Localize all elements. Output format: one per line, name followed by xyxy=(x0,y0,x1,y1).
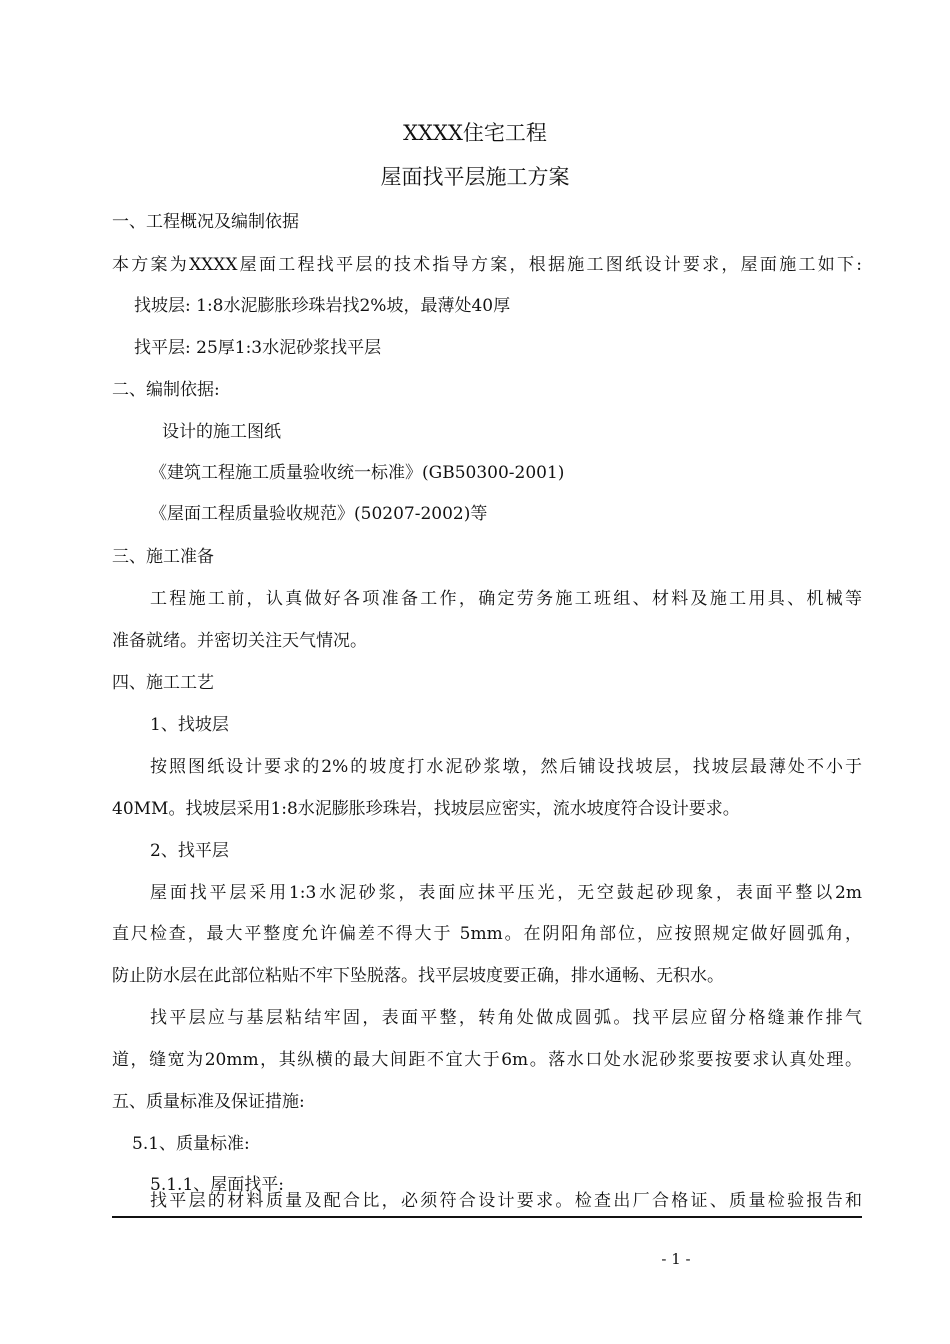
process-leveling-p2-line2: 道，缝宽为20mm，其纵横的最大间距不宜大于6m。落水口处水泥砂浆要按要求认真处理。 xyxy=(112,1050,862,1070)
section-heading-basis: 二、编制依据: xyxy=(112,380,220,400)
process-leveling-p2-line1: 找平层应与基层粘结牢固，表面平整，转角处做成圆弧。找平层应留分格缝兼作排气 xyxy=(150,1008,862,1028)
process-subheading-leveling: 2、找平层 xyxy=(150,841,229,861)
process-leveling-p1-line1: 屋面找平层采用1:3水泥砂浆，表面应抹平压光，无空鼓起砂现象，表面平整以2m xyxy=(150,883,862,903)
process-leveling-p1-line2: 直尺检查，最大平整度允许偏差不得大于 5mm。在阴阳角部位，应按照规定做好圆弧角， xyxy=(112,924,862,944)
document-title-plan: 屋面找平层施工方案 xyxy=(380,165,570,189)
preparation-paragraph-line1: 工程施工前，认真做好各项准备工作，确定劳务施工班组、材料及施工用具、机械等 xyxy=(150,589,862,609)
process-slope-line2: 40MM。找坡层采用1:8水泥膨胀珍珠岩，找坡层应密实，流水坡度符合设计要求。 xyxy=(112,799,740,819)
section-heading-preparation: 三、施工准备 xyxy=(112,547,214,567)
basis-item-standard-50207: 《屋面工程质量验收规范》(50207-2002)等 xyxy=(150,504,488,524)
preparation-paragraph-line2: 准备就绪。并密切关注天气情况。 xyxy=(112,631,367,651)
basis-item-standard-gb50300: 《建筑工程施工质量验收统一标准》(GB50300-2001) xyxy=(150,463,565,483)
section-heading-process: 四、施工工艺 xyxy=(112,673,214,693)
section-heading-overview: 一、工程概况及编制依据 xyxy=(112,212,299,232)
process-subheading-slope: 1、找坡层 xyxy=(150,715,229,735)
page-number: - 1 - xyxy=(661,1250,691,1268)
document-title-project: XXXX住宅工程 xyxy=(403,121,547,145)
quality-subheading-standards: 5.1、质量标准: xyxy=(132,1134,250,1154)
section-overview-intro: 本方案为XXXX屋面工程找平层的技术指导方案，根据施工图纸设计要求，屋面施工如下: xyxy=(112,255,862,275)
quality-roof-leveling-line1: 找平层的材料质量及配合比，必须符合设计要求。检查出厂合格证、质量检验报告和 xyxy=(150,1191,862,1211)
quality-subheading-roof-leveling: 5.1.1、屋面找平: xyxy=(150,1175,284,1195)
process-slope-line1: 按照图纸设计要求的2%的坡度打水泥砂浆墩，然后铺设找坡层，找坡层最薄处不小于 xyxy=(150,757,862,777)
leveling-layer-spec: 找平层: 25厚1:3水泥砂浆找平层 xyxy=(134,338,382,358)
process-leveling-p1-line3: 防止防水层在此部位粘贴不牢下坠脱落。找平层坡度要正确，排水通畅、无积水。 xyxy=(112,966,724,986)
section-heading-quality: 五、质量标准及保证措施: xyxy=(112,1092,305,1112)
basis-item-drawings: 设计的施工图纸 xyxy=(162,422,281,442)
slope-layer-spec: 找坡层: 1:8水泥膨胀珍珠岩找2%坡，最薄处40厚 xyxy=(134,296,511,316)
footer-divider xyxy=(112,1216,862,1218)
